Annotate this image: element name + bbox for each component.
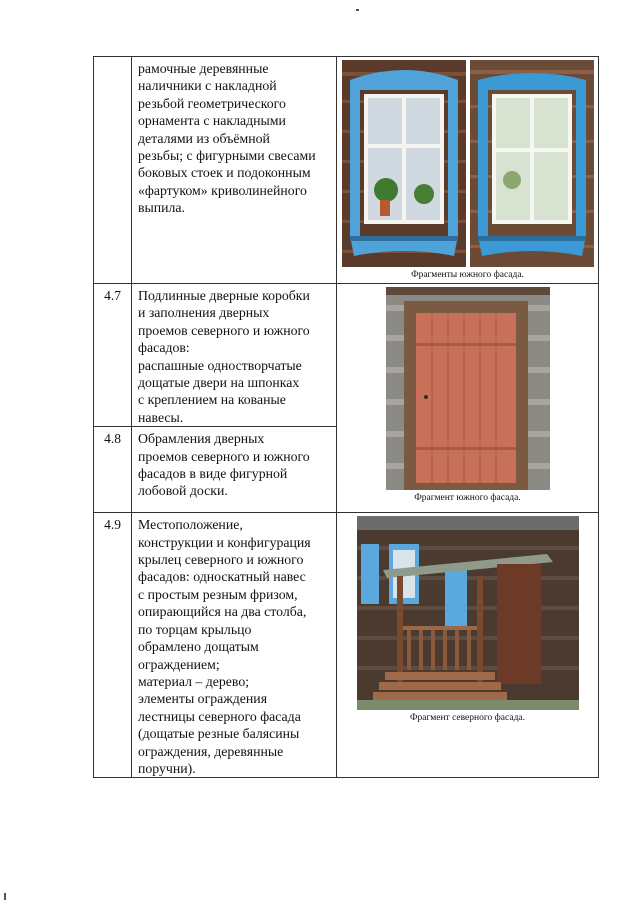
- photo-cell: [337, 57, 599, 284]
- photo-cell: [337, 513, 599, 778]
- row-description: Обрамления дверных проемов северного и южного фасадов в виде фигурной лобовой доски.: [132, 427, 337, 513]
- photo-caption: Фрагменты южного фасада.: [411, 270, 524, 280]
- row-number: 4.8: [94, 427, 132, 513]
- row-description: Подлинные дверные коробки и заполнения дверных проемов северного и южного фасадов: распашные одностворчатые дощатые двери на шпонках с креплением на кованые навесы.: [132, 284, 337, 427]
- row-description: рамочные деревянные наличники с накладной резьбой геометрического орнамента с накладными деталями из объёмной резьбы; с фигурными свесами боковых стоек и подоконным «фартуком» криволинейного выпила.: [132, 57, 337, 284]
- row-number: [94, 57, 132, 284]
- scan-speck: [356, 9, 359, 11]
- row-number: 4.7: [94, 284, 132, 427]
- photo-caption: Фрагмент южного фасада.: [414, 493, 521, 503]
- window-frames-photo: [342, 60, 594, 267]
- table-row: [94, 284, 599, 427]
- table-row: [94, 513, 599, 778]
- photo-cell: [337, 284, 599, 513]
- photo-caption: Фрагмент северного фасада.: [410, 713, 525, 724]
- scan-speck: [4, 893, 6, 900]
- porch-photo: [357, 516, 579, 710]
- door-photo: [386, 287, 550, 490]
- row-description: Местоположение, конструкции и конфигурация крылец северного и южного фасадов: односкатный навес с простым резным фризом, опирающийся на два столба, по торцам крыльцо обрамлено дощатым ограждением; материал – дерево; элементы ограждения лестницы северного фасада (дощатые резные балясины ограждения, деревянные поручни).: [132, 513, 337, 778]
- table-row: [94, 57, 599, 284]
- specification-table: [93, 56, 599, 778]
- row-number: 4.9: [94, 513, 132, 778]
